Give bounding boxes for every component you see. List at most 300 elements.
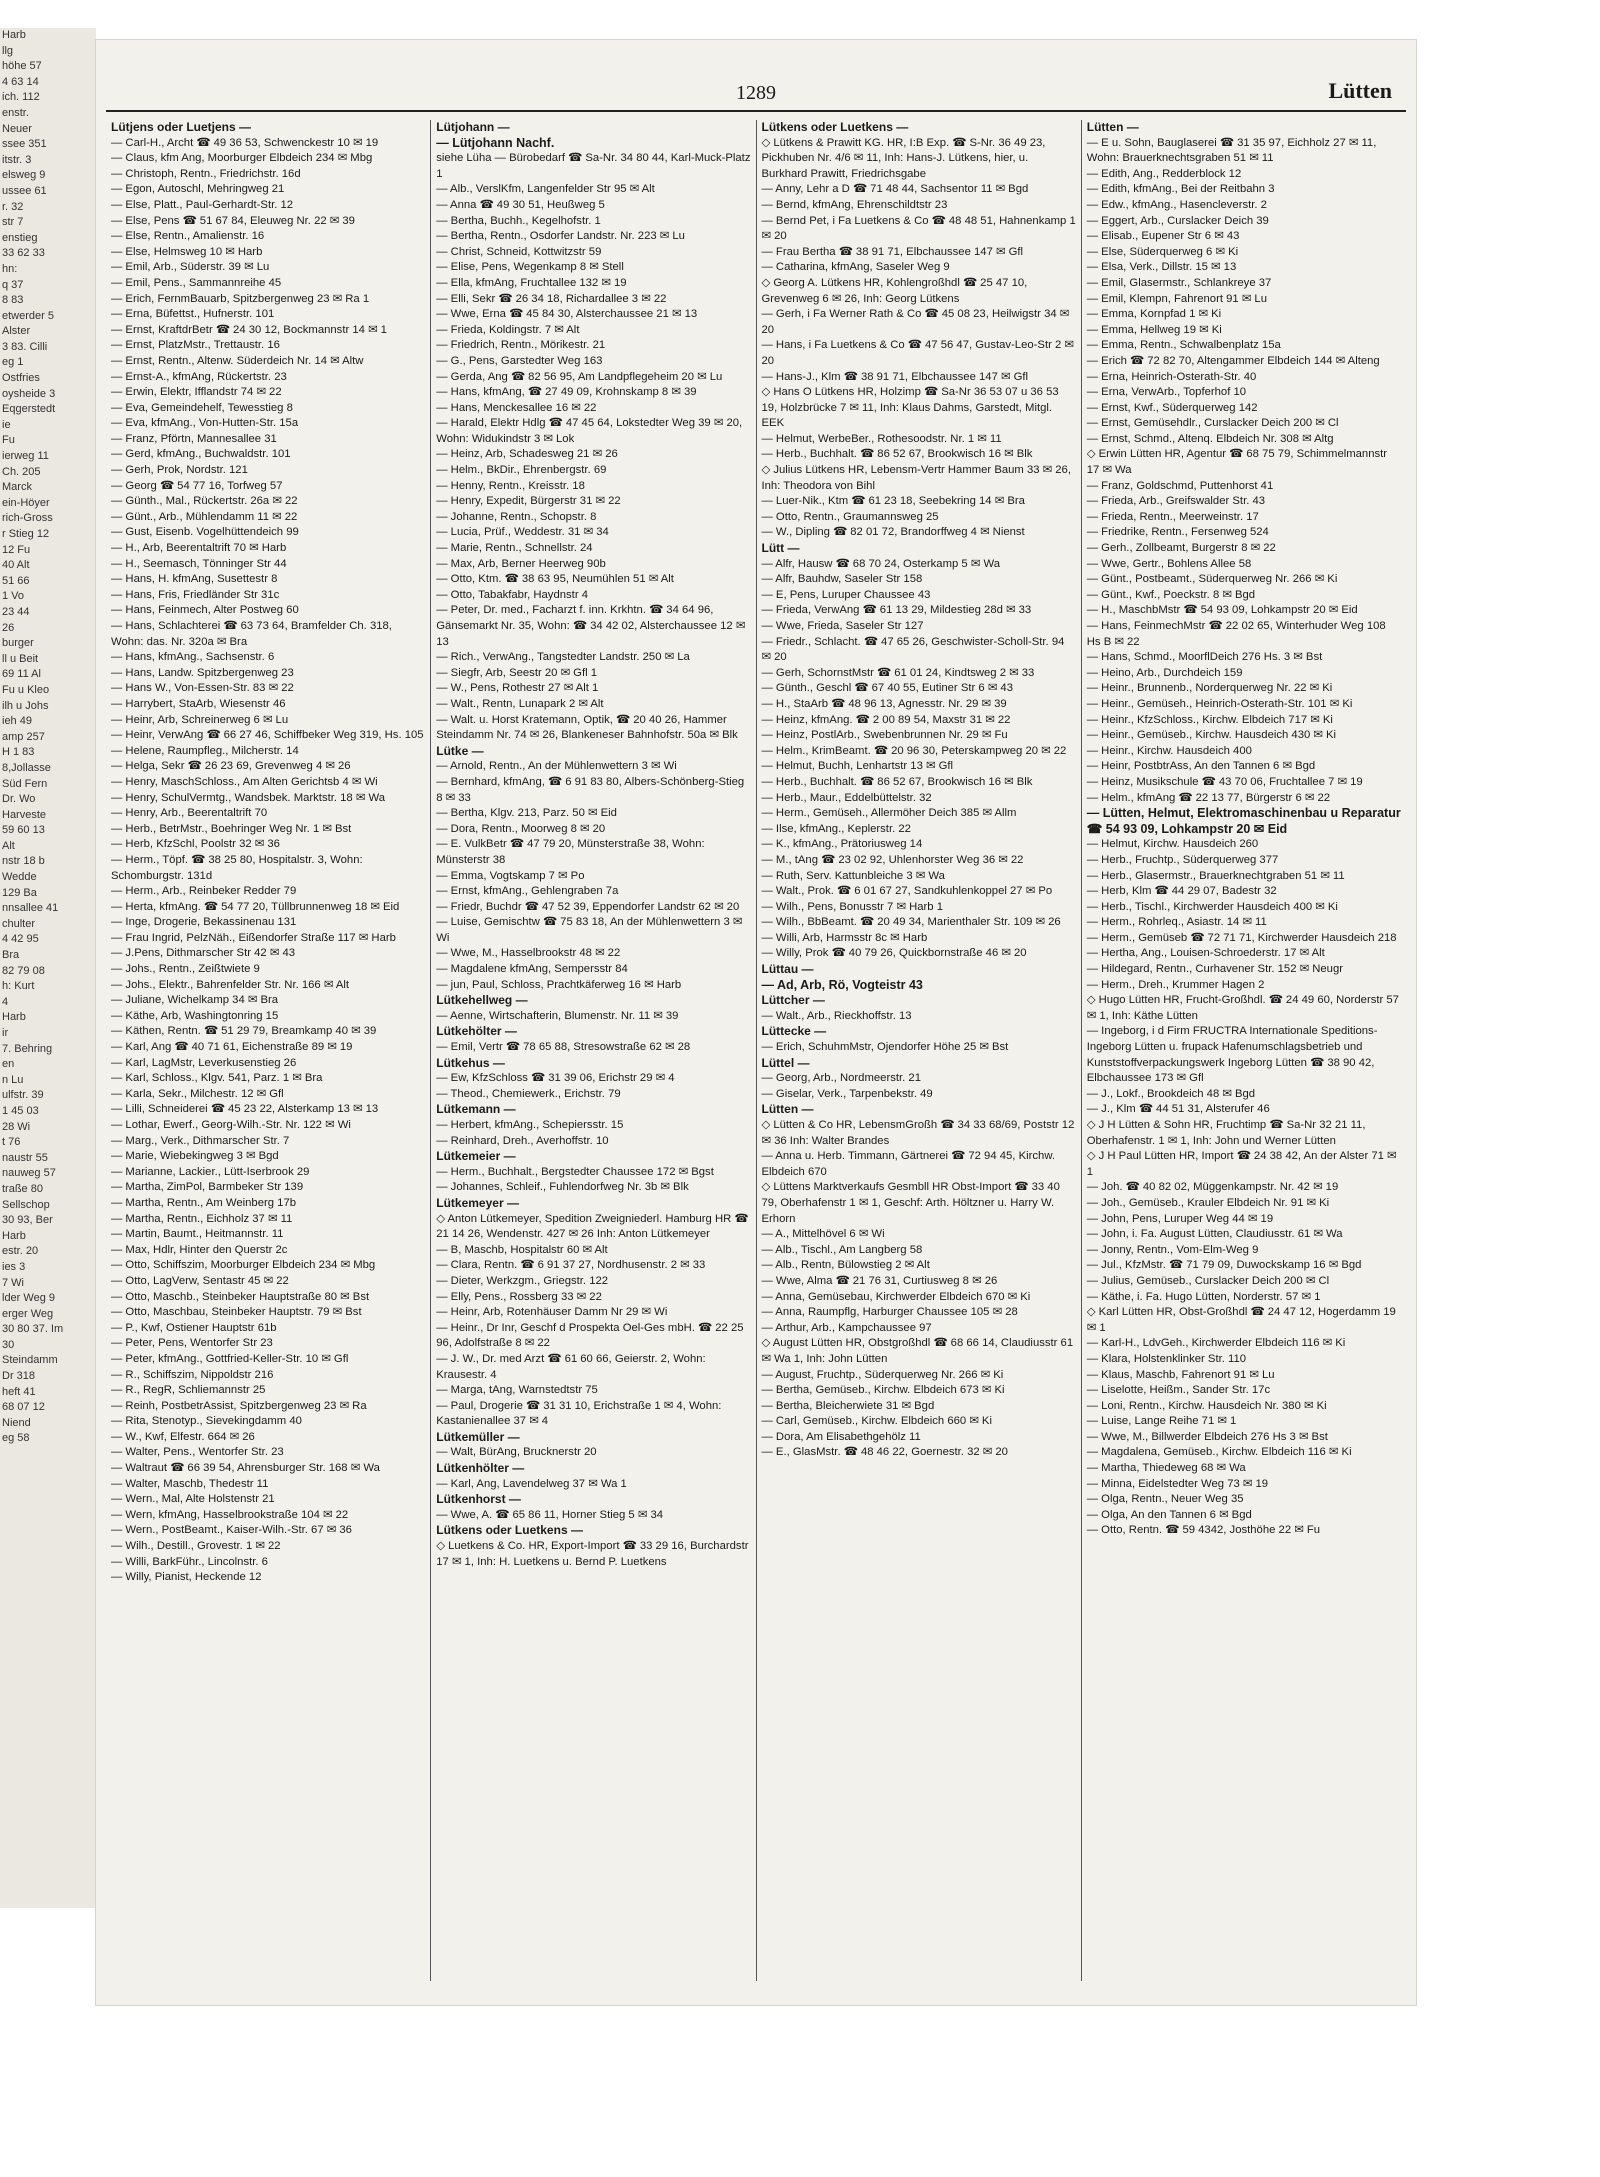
directory-entry: — Henny, Rentn., Kreisstr. 18: [436, 479, 585, 492]
directory-entry: — Hans, Menckesallee 16 ✉ 22: [436, 401, 597, 414]
directory-entry: — Martha, Rentn., Am Weinberg 17b: [111, 1196, 297, 1209]
directory-entry: Lütkemann —: [436, 1102, 516, 1117]
directory-entry: — Wern., PostBeamt., Kaiser-Wilh.-Str. 67 ✉ 36: [111, 1524, 352, 1537]
directory-entry: Lütt —: [761, 541, 800, 556]
directory-entry: — Hans, kfmAng., Sachsenstr. 6: [111, 651, 275, 664]
directory-entry: — Olga, Rentn., Neuer Weg 35: [1086, 1493, 1244, 1506]
directory-entry: — Joh., Gemüseb., Krauler Elbdeich Nr. 91 ✉ Ki: [1086, 1196, 1330, 1209]
directory-entry: — H., MaschbMstr ☎ 54 93 09, Lohkampstr 20 ✉ Eid: [1086, 604, 1358, 617]
directory-entry: — Günth., Mal., Rückertstr. 26a ✉ 22: [111, 495, 298, 508]
directory-entry: — Ad, Arb, Rö, Vogteistr 43: [761, 977, 923, 992]
directory-entry: ◇ Luetkens & Co. HR, Export-Import ☎ 33 29 16, Burchardstr 17 ✉ 1, Inh: H. Luetkens u. Bernd P. Luetkens: [436, 1540, 749, 1568]
directory-entry: Lütkenhölter —: [436, 1461, 525, 1476]
directory-entry: — Alfr, Hausw ☎ 68 70 24, Osterkamp 5 ✉ Wa: [761, 557, 1000, 570]
edge-fragment: 129 Ba: [2, 886, 37, 899]
directory-entry: — Hans, kfmAng, ☎ 27 49 09, Krohnskamp 8 ✉ 39: [436, 386, 697, 399]
directory-entry: — Harald, Elektr Hdlg ☎ 47 45 64, Lokstedter Weg 39 ✉ 20, Wohn: Widukindstr 3 ✉ Lok: [436, 417, 743, 445]
directory-entry: — Karla, Sekr., Milchestr. 12 ✉ Gfl: [111, 1087, 284, 1100]
directory-entry: — Martha, ZimPol, Barmbeker Str 139: [111, 1181, 304, 1194]
directory-entry: — Erich ☎ 72 82 70, Altengammer Elbdeich 144 ✉ Alteng: [1086, 354, 1380, 367]
directory-entry: — J., Klm ☎ 44 51 31, Alsterufer 46: [1086, 1103, 1270, 1116]
directory-entry: — Dora, Am Elisabethgehölz 11: [761, 1430, 921, 1443]
directory-entry: — Käthe, i. Fa. Hugo Lütten, Norderstr. 57 ✉ 1: [1086, 1290, 1321, 1303]
directory-entry: — Bertha, Buchh., Kegelhofstr. 1: [436, 214, 601, 227]
directory-entry: — R., RegR, Schliemannstr 25: [111, 1384, 266, 1397]
directory-entry: — Ernst, Schmd., Altenq. Elbdeich Nr. 308 ✉ Altg: [1086, 432, 1334, 445]
edge-fragment: llg: [2, 44, 14, 57]
directory-entry: — Bertha, Bleicherwiete 31 ✉ Bgd: [761, 1399, 935, 1412]
edge-fragment: chulter: [2, 917, 36, 930]
edge-fragment: ein-Höyer: [2, 496, 50, 509]
directory-entry: Lütkehus —: [436, 1055, 505, 1070]
directory-entry: — Eva, Gemeindehelf, Tewesstieg 8: [111, 401, 293, 414]
directory-entry: — Erna, Büfettst., Hufnerstr. 101: [111, 308, 275, 321]
directory-entry: — Helm., kfmAng ☎ 22 13 77, Bürgerstr 6 ✉ 22: [1086, 791, 1331, 804]
directory-entry: — Martha, Rentn., Eichholz 37 ✉ 11: [111, 1212, 293, 1225]
directory-entry: — Gust, Eisenb. Vogelhüttendeich 99: [111, 526, 299, 539]
directory-entry: — Ew, KfzSchloss ☎ 31 39 06, Erichstr 29 ✉ 4: [436, 1072, 675, 1085]
edge-fragment: heft 41: [2, 1385, 36, 1398]
edge-fragment: Harb: [2, 29, 26, 41]
directory-entry: — Erich, SchuhmMstr, Ojendorfer Höhe 25 ✉ Bst: [761, 1041, 1009, 1054]
directory-entry: — Günt., Arb., Mühlendamm 11 ✉ 22: [111, 510, 298, 523]
directory-entry: — Peter, Pens, Wentorfer Str 23: [111, 1337, 273, 1350]
directory-entry: — Herb., Fruchtp., Süderquerweg 377: [1086, 853, 1279, 866]
directory-entry: Lütten —: [1086, 120, 1139, 134]
directory-entry: — Else, Rentn., Amalienstr. 16: [111, 230, 265, 243]
directory-entry: — P., Kwf, Ostiener Hauptstr 61b: [111, 1321, 277, 1334]
directory-entry: — Helmut, WerbeBer., Rothesoodstr. Nr. 1 ✉ 11: [761, 432, 1002, 445]
directory-entry: — Friedrike, Rentn., Fersenweg 524: [1086, 526, 1269, 539]
directory-entry: ◇ Karl Lütten HR, Obst-Großhdl ☎ 24 47 12, Hogerdamm 19 ✉ 1: [1086, 1306, 1396, 1334]
column-2: [430, 120, 755, 1981]
directory-entry: — Inge, Drogerie, Bekassinenau 131: [111, 916, 297, 929]
directory-entry: — Marga, tAng, Warnstedtstr 75: [436, 1384, 598, 1397]
directory-entry: — Ruth, Serv. Kattunbleiche 3 ✉ Wa: [761, 869, 945, 882]
directory-entry: — H., Seemasch, Tönninger Str 44: [111, 557, 287, 570]
directory-entry: — Alb., Tischl., Am Langberg 58: [761, 1243, 923, 1256]
edge-fragment: ll u Beit: [2, 652, 39, 665]
directory-entry: — Frieda, Arb., Greifswalder Str. 43: [1086, 495, 1266, 508]
directory-entry: — W., Pens, Rothestr 27 ✉ Alt 1: [436, 682, 599, 695]
edge-fragment: 8 83: [2, 294, 24, 307]
directory-entry: — Lütjohann Nachf.: [436, 135, 555, 150]
directory-entry: — Käthen, Rentn. ☎ 51 29 79, Breamkamp 40 ✉ 39: [111, 1025, 377, 1038]
edge-fragment: estr. 20: [2, 1245, 39, 1258]
directory-entry: — Peter, Dr. med., Facharzt f. inn. Krkhtn. ☎ 34 64 96, Gänsemarkt Nr. 35, Wohn: ☎ 34 42 02, Alsterchaussee 12 ✉ 13: [436, 604, 746, 648]
directory-entry: — Klaus, Maschb, Fahrenort 91 ✉ Lu: [1086, 1368, 1275, 1381]
edge-fragment: nstr 18 b: [2, 855, 45, 868]
directory-entry: — Jul., KfzMstr. ☎ 71 79 09, Duwockskamp 16 ✉ Bgd: [1086, 1259, 1362, 1272]
edge-fragment: 40 Alt: [2, 559, 30, 572]
edge-fragment: Ch. 205: [2, 465, 41, 478]
edge-fragment: ich. 112: [2, 91, 40, 104]
directory-entry: — W., Kwf, Elfestr. 664 ✉ 26: [111, 1430, 255, 1443]
directory-entry: — Peter, kfmAng., Gottfried-Keller-Str. 10 ✉ Gfl: [111, 1352, 349, 1365]
directory-entry: — Walter, Pens., Wentorfer Str. 23: [111, 1446, 284, 1459]
directory-entry: — Herb., Buchhalt. ☎ 86 52 67, Brookwisch 16 ✉ Blk: [761, 448, 1033, 461]
directory-entry: — Bertha, Rentn., Osdorfer Landstr. Nr. 223 ✉ Lu: [436, 230, 685, 243]
directory-entry: — Erich, FernmBauarb, Spitzbergenweg 23 ✉ Ra 1: [111, 292, 370, 305]
directory-entry: — Reinhard, Dreh., Averhoffstr. 10: [436, 1134, 609, 1147]
directory-entry: — Catharina, kfmAng, Saseler Weg 9: [761, 261, 950, 274]
directory-entry: — Gerda, Ang ☎ 82 56 95, Am Landpflegeheim 20 ✉ Lu: [436, 370, 723, 383]
directory-entry: — Heinr, Arb, Schreinerweg 6 ✉ Lu: [111, 713, 289, 726]
running-head: Lütten: [1328, 78, 1392, 103]
edge-fragment: Steindamm: [2, 1354, 58, 1367]
edge-fragment: eg 1: [2, 356, 24, 369]
directory-entry: — Karl, LagMstr, Leverkusenstieg 26: [111, 1056, 297, 1069]
directory-entry: — Frau Bertha ☎ 38 91 71, Elbchaussee 147 ✉ Gfl: [761, 245, 1024, 258]
directory-entry: — Juliane, Wichelkamp 34 ✉ Bra: [111, 994, 279, 1007]
directory-entry: — Bernd Pet, i Fa Luetkens & Co ☎ 48 48 51, Hahnenkamp 1 ✉ 20: [761, 214, 1076, 243]
edge-fragment: 28 Wi: [2, 1120, 31, 1133]
column-4: [1081, 120, 1406, 1981]
column-1: [106, 120, 430, 1981]
edge-fragment: Harb: [2, 1011, 26, 1024]
edge-fragment: oysheide 3: [2, 387, 56, 400]
directory-entry: — Herb., Glasermstr., Brauerknechtgraben 51 ✉ 11: [1086, 869, 1345, 882]
previous-page-edge: [0, 28, 96, 1908]
directory-entry: — Egon, Autoschl, Mehringweg 21: [111, 183, 285, 196]
directory-entry: — Arthur, Arb., Kampchaussee 97: [761, 1321, 932, 1334]
edge-fragment: t 76: [2, 1136, 21, 1149]
directory-entry: — Loni, Rentn., Kirchw. Hausdeich Nr. 380 ✉ Ki: [1086, 1399, 1327, 1412]
directory-entry: — Ernst, Gemüsehdlr., Curslacker Deich 200 ✉ Cl: [1086, 417, 1339, 430]
directory-entry: — Walt, BürAng, Brucknerstr 20: [436, 1446, 597, 1459]
edge-fragment: 4 42 95: [2, 933, 39, 946]
directory-entry: — Walt., Rentn, Lunapark 2 ✉ Alt: [436, 697, 604, 710]
directory-entry: — Carl, Gemüseb., Kirchw. Elbdeich 660 ✉ Ki: [761, 1415, 992, 1428]
directory-entry: ◇ Georg A. Lütkens HR, Kohlengroßhdl ☎ 25 47 10, Grevenweg 6 ✉ 26, Inh: Georg Lütkens: [761, 276, 1028, 305]
directory-entry: — Christ, Schneid, Kottwitzstr 59: [436, 245, 602, 258]
edge-fragment: burger: [2, 637, 34, 650]
directory-entry: — John, i. Fa. August Lütten, Claudiusstr. 61 ✉ Wa: [1086, 1228, 1343, 1241]
directory-entry: — Hertha, Ang., Louisen-Schroederstr. 17 ✉ Alt: [1086, 947, 1325, 960]
directory-entry: — Ernst, Rentn., Altenw. Süderdeich Nr. 14 ✉ Altw: [111, 354, 364, 367]
directory-entry: Lütkens oder Luetkens —: [436, 1523, 583, 1538]
page-number: 1289: [736, 82, 776, 104]
directory-entry: — Emil, Klempn, Fahrenort 91 ✉ Lu: [1086, 292, 1267, 305]
directory-entry: — Bertha, Klgv. 213, Parz. 50 ✉ Eid: [436, 807, 617, 820]
edge-fragment: ie: [2, 418, 11, 431]
directory-entry: ◇ Hugo Lütten HR, Frucht-Großhdl. ☎ 24 49 60, Norderstr 57 ✉ 1, Inh: Käthe Lütten: [1086, 994, 1399, 1022]
edge-fragment: lder Weg 9: [2, 1292, 55, 1305]
edge-fragment: q 37: [2, 278, 24, 291]
directory-entry: ◇ Julius Lütkens HR, Lebensm-Vertr Hammer Baum 33 ✉ 26, Inh: Theodora von Bihl: [761, 464, 1071, 492]
header-rule: [106, 110, 1406, 112]
directory-entry: — Johs., Elektr., Bahrenfelder Str. Nr. 166 ✉ Alt: [111, 978, 350, 991]
directory-entry: — Anna, Gemüsebau, Kirchwerder Elbdeich 670 ✉ Ki: [761, 1290, 1031, 1303]
column-3: [756, 120, 1081, 1981]
directory-entry: — Wilh., BbBeamt. ☎ 20 49 34, Marienthaler Str. 109 ✉ 26: [761, 916, 1061, 929]
directory-entry: ◇ Lüttens Marktverkaufs Gesmbll HR Obst-Import ☎ 33 40 79, Oberhafenstr 1 ✉ 1, Geschf: Arth. Höltzner u. Harry W. Erhorn: [761, 1181, 1060, 1225]
directory-entry: Lüttel —: [761, 1055, 810, 1070]
edge-fragment: Harveste: [2, 808, 47, 821]
directory-entry: — Emil, Vertr ☎ 78 65 88, Stresowstraße 62 ✉ 28: [436, 1041, 691, 1054]
edge-fragment: 59 60 13: [2, 824, 45, 837]
edge-fragment: 23 44: [2, 605, 30, 618]
edge-fragment: Alt: [2, 839, 15, 852]
directory-entry: Lütkehellweg —: [436, 993, 528, 1008]
directory-entry: — Emil, Arb., Süderstr. 39 ✉ Lu: [111, 261, 270, 274]
directory-entry: — Wern., Mal, Alte Holstenstr 21: [111, 1493, 275, 1506]
directory-entry: — Alfr, Bauhdw, Saseler Str 158: [761, 573, 923, 586]
directory-entry: — Hans, Feinmech, Alter Postweg 60: [111, 604, 299, 617]
directory-entry: — Hildegard, Rentn., Curhavener Str. 152 ✉ Neugr: [1086, 963, 1343, 976]
directory-entry: — Emma, Vogtskamp 7 ✉ Po: [436, 869, 585, 882]
directory-entry: — John, Pens, Luruper Weg 44 ✉ 19: [1086, 1212, 1274, 1225]
directory-entry: — B, Maschb, Hospitalstr 60 ✉ Alt: [436, 1243, 608, 1256]
edge-fragment: H 1 83: [2, 746, 35, 759]
directory-entry: — Otto, Rentn. ☎ 59 4342, Josthöhe 22 ✉ Fu: [1086, 1524, 1321, 1537]
directory-entry: — Walt., Arb., Rieckhoffstr. 13: [761, 1009, 912, 1022]
directory-entry: ◇ Anton Lütkemeyer, Spedition Zweigniederl. Hamburg HR ☎ 21 14 26, Wendenstr. 427 ✉ 26 Inh: Anton Lütkemeyer: [436, 1212, 749, 1241]
directory-entry: — Elise, Pens, Wegenkamp 8 ✉ Stell: [436, 261, 624, 274]
directory-entry: Lütkens oder Luetkens —: [761, 120, 909, 134]
directory-entry: — Christoph, Rentn., Friedrichstr. 16d: [111, 167, 301, 180]
directory-entry: — Willi, BarkFühr., Lincolnstr. 6: [111, 1555, 268, 1568]
directory-entry: — Dora, Rentn., Moorweg 8 ✉ 20: [436, 822, 606, 835]
directory-entry: — Edw., kfmAng., Hasencleverstr. 2: [1086, 198, 1267, 211]
directory-entry: — Herm., Rohrleq., Asiastr. 14 ✉ 11: [1086, 916, 1267, 929]
edge-fragment: ierweg 11: [2, 450, 49, 463]
edge-fragment: Marck: [2, 481, 32, 494]
directory-entry: — Bernhard, kfmAng, ☎ 6 91 83 80, Albers-Schönberg-Stieg 8 ✉ 33: [436, 775, 745, 804]
edge-fragment: Ostfries: [2, 372, 40, 385]
edge-fragment: itstr. 3: [2, 153, 32, 166]
edge-fragment: nauweg 57: [2, 1167, 56, 1180]
directory-entry: Lüttecke —: [761, 1024, 827, 1039]
edge-fragment: 12 Fu: [2, 543, 31, 556]
directory-entry: — Max, Arb, Berner Heerweg 90b: [436, 557, 606, 570]
directory-entry: — Heinz, PostlArb., Swebenbrunnen Nr. 29 ✉ Fu: [761, 729, 1008, 742]
directory-entry: — Gerh., Zollbeamt, Burgerstr 8 ✉ 22: [1086, 542, 1276, 555]
directory-entry: — Erwin, Elektr, Ifflandstr 74 ✉ 22: [111, 386, 282, 399]
directory-entry: — Johanne, Rentn., Schopstr. 8: [436, 510, 597, 523]
directory-entry: — Herm., Arb., Reinbeker Redder 79: [111, 885, 297, 898]
directory-entry: — Ernst, Kwf., Süderquerweg 142: [1086, 401, 1258, 414]
directory-entry: — Elly, Pens., Rossberg 33 ✉ 22: [436, 1290, 602, 1303]
directory-entry: — W., Dipling ☎ 82 01 72, Brandorffweg 4 ✉ Nienst: [761, 526, 1025, 539]
directory-entry: — Else, Platt., Paul-Gerhardt-Str. 12: [111, 198, 294, 211]
edge-fragment: Dr. Wo: [2, 793, 36, 806]
directory-entry: — Herb, KfzSchl, Poolstr 32 ✉ 36: [111, 838, 280, 851]
directory-entry: — Heinz, Arb, Schadesweg 21 ✉ 26: [436, 448, 618, 461]
directory-entry: — Karl, Ang ☎ 40 71 61, Eichenstraße 89 ✉ 19: [111, 1041, 353, 1054]
directory-entry: — Martin, Baumt., Heitmannstr. 11: [111, 1228, 284, 1241]
directory-entry: — Dieter, Werkzgm., Griegstr. 122: [436, 1274, 609, 1287]
directory-entry: — Heinr, PostbtrAss, An den Tannen 6 ✉ Bgd: [1086, 760, 1316, 773]
directory-entry: — Herm., Gemüseh., Allermöher Deich 385 ✉ Allm: [761, 807, 1017, 820]
directory-entry: — Friedr., Schlacht. ☎ 47 65 26, Geschwister-Scholl-Str. 94 ✉ 20: [761, 635, 1065, 664]
directory-entry: — Magdalene kfmAng, Sempersstr 84: [436, 963, 628, 976]
edge-fragment: 1 45 03: [2, 1104, 39, 1117]
directory-entry: — Clara, Rentn. ☎ 6 91 37 27, Nordhusenstr. 2 ✉ 33: [436, 1259, 706, 1272]
directory-entry: Lütkemeier —: [436, 1149, 516, 1164]
directory-entry: — Günt., Postbeamt., Süderquerweg Nr. 266 ✉ Ki: [1086, 573, 1338, 586]
directory-entry: ◇ Hans O Lütkens HR, Holzimp ☎ Sa-Nr 36 53 07 u 36 53 19, Holzbrücke 7 ✉ 11, Inh: Klaus Dahms, Garstedt, Mitgl. EEK: [761, 386, 1059, 430]
directory-entry: — Rita, Stenotyp., Sievekingdamm 40: [111, 1415, 302, 1428]
directory-entry: — Olga, An den Tannen 6 ✉ Bgd: [1086, 1508, 1252, 1521]
edge-fragment: 51 66: [2, 574, 30, 587]
edge-fragment: hn:: [2, 262, 18, 275]
directory-entry: — Johannes, Schleif., Fuhlendorfweg Nr. 3b ✉ Blk: [436, 1181, 689, 1194]
directory-entry: ◇ Erwin Lütten HR, Agentur ☎ 68 75 79, Schimmelmannstr 17 ✉ Wa: [1086, 448, 1388, 477]
edge-fragment: enstr.: [2, 106, 29, 119]
directory-entry: — Jonny, Rentn., Vom-Elm-Weg 9: [1086, 1243, 1259, 1256]
directory-entry: — Emma, Hellweg 19 ✉ Ki: [1086, 323, 1222, 336]
directory-entry: — Ernst, kfmAng., Gehlengraben 7a: [436, 885, 619, 898]
directory-entry: — J., Lokf., Brookdeich 48 ✉ Bgd: [1086, 1087, 1256, 1100]
edge-fragment: rich-Gross: [2, 512, 53, 525]
directory-entry: Lütkemüller —: [436, 1429, 520, 1444]
directory-entry: — Luise, Lange Reihe 71 ✉ 1: [1086, 1415, 1237, 1428]
directory-entry: — E, Pens, Luruper Chaussee 43: [761, 588, 931, 601]
directory-entry: — Claus, kfm Ang, Moorburger Elbdeich 234 ✉ Mbg: [111, 152, 373, 165]
edge-fragment: ies 3: [2, 1260, 26, 1273]
directory-entry: — Emil, Glasermstr., Schlankreye 37: [1086, 276, 1272, 289]
directory-entry: — Arnold, Rentn., An der Mühlenwettern 3 ✉ Wi: [436, 760, 677, 773]
directory-entry: — E u. Sohn, Bauglaserei ☎ 31 35 97, Eichholz 27 ✉ 11, Wohn: Brauerknechtsgraben 51 ✉ 11: [1086, 136, 1377, 165]
directory-entry: ◇ J H Lütten & Sohn HR, Fruchtimp ☎ Sa-Nr 32 21 11, Oberhafenstr. 1 ✉ 1, Inh: John und Werner Lütten: [1086, 1119, 1366, 1147]
directory-entry: — Käthe, Arb, Washingtonring 15: [111, 1009, 279, 1022]
directory-entry: — Wwe, Gertr., Bohlens Allee 58: [1086, 557, 1252, 570]
directory-entry: — Heinr., Gemüseb., Kirchw. Hausdeich 430 ✉ Ki: [1086, 729, 1337, 742]
directory-entry: — Frieda, VerwAng ☎ 61 13 29, Mildestieg 28d ✉ 33: [761, 604, 1032, 617]
directory-entry: — Heinr., Kirchw. Hausdeich 400: [1086, 744, 1252, 757]
directory-entry: — R., Schiffszim, Nippoldstr 216: [111, 1368, 274, 1381]
directory-entry: — Willi, Arb, Harmsstr 8c ✉ Harb: [761, 931, 928, 944]
directory-entry: — Hans, FeinmechMstr ☎ 22 02 65, Winterhuder Weg 108 Hs B ✉ 22: [1086, 620, 1386, 648]
directory-entry: — Wern, kfmAng, Hasselbrookstraße 104 ✉ 22: [111, 1508, 349, 1521]
edge-fragment: Neuer: [2, 122, 32, 135]
directory-entry: — Heinr, VerwAng ☎ 66 27 46, Schiffbeker Weg 319, Hs. 105: [111, 729, 424, 742]
edge-fragment: amp 257: [2, 730, 45, 743]
directory-entry: — Alb., Rentn, Bülowstieg 2 ✉ Alt: [761, 1259, 930, 1272]
directory-entry: — H., Arb, Beerentaltrift 70 ✉ Harb: [111, 542, 287, 555]
directory-entry: — Edith, Ang., Redderblock 12: [1086, 167, 1242, 180]
directory-entry: Lüttcher —: [761, 993, 825, 1008]
directory-entry: — Ernst, KraftdrBetr ☎ 24 30 12, Bockmannstr 14 ✉ 1: [111, 323, 387, 336]
directory-entry: — Alb., VerslKfm, Langenfelder Str 95 ✉ Alt: [436, 183, 655, 196]
edge-fragment: r. 32: [2, 200, 24, 213]
edge-fragment: 30: [2, 1338, 15, 1351]
directory-entry: — Lothar, Ewerf., Georg-Wilh.-Str. Nr. 122 ✉ Wi: [111, 1119, 351, 1131]
edge-fragment: 3 83. Cilli: [2, 340, 48, 353]
directory-entry: — Lilli, Schneiderei ☎ 45 23 22, Alsterkamp 13 ✉ 13: [111, 1103, 379, 1116]
edge-fragment: ussee 61: [2, 184, 47, 197]
edge-fragment: Fu u Kleo: [2, 683, 50, 696]
directory-entry: — Herm., Gemüseb ☎ 72 71 71, Kirchwerder Hausdeich 218: [1086, 931, 1397, 944]
edge-fragment: etwerder 5: [2, 309, 54, 322]
edge-fragment: ieh 49: [2, 715, 32, 728]
directory-entry: — Hans, i Fa Luetkens & Co ☎ 47 56 47, Gustav-Leo-Str 2 ✉ 20: [761, 339, 1074, 367]
directory-entry: — Rich., VerwAng., Tangstedter Landstr. 250 ✉ La: [436, 651, 690, 664]
directory-entry: — Joh. ☎ 40 82 02, Müggenkampstr. Nr. 42 ✉ 19: [1086, 1181, 1339, 1194]
directory-entry: — Marg., Verk., Dithmarscher Str. 7: [111, 1134, 290, 1147]
edge-fragment: 82 79 08: [2, 964, 45, 977]
directory-entry: — Hans-J., Klm ☎ 38 91 71, Elbchaussee 147 ✉ Gfl: [761, 370, 1029, 383]
directory-entry: — Herbert, kfmAng., Schepiersstr. 15: [436, 1119, 624, 1131]
edge-fragment: naustr 55: [2, 1151, 48, 1164]
directory-entry: — Erna, VerwArb., Topferhof 10: [1086, 386, 1247, 399]
edge-fragment: ssee 351: [2, 138, 47, 151]
directory-entry: — Gerh, SchornstMstr ☎ 61 01 24, Kindtsweg 2 ✉ 33: [761, 666, 1035, 679]
directory-entry: — Paul, Drogerie ☎ 31 31 10, Erichstraße 1 ✉ 4, Wohn: Kastanienallee 37 ✉ 4: [436, 1399, 722, 1428]
directory-entry: — Else, Süderquerweg 6 ✉ Ki: [1086, 245, 1239, 258]
directory-entry: — Hans, Schlachterei ☎ 63 73 64, Bramfelder Ch. 318, Wohn: das. Nr. 320a ✉ Bra: [111, 620, 392, 648]
directory-entry: — Hans W., Von-Essen-Str. 83 ✉ 22: [111, 682, 294, 695]
directory-entry: — Henry, MaschSchloss., Am Alten Gerichtsb 4 ✉ Wi: [111, 775, 378, 788]
directory-entry: — Heinr., Gemüseh., Heinrich-Osterath-Str. 101 ✉ Ki: [1086, 697, 1353, 710]
directory-entry: — Herta, kfmAng. ☎ 54 77 20, Tüllbrunnenweg 18 ✉ Eid: [111, 900, 400, 913]
directory-entry: — Minna, Eidelstedter Weg 73 ✉ 19: [1086, 1477, 1269, 1490]
directory-entry: — Heinz, Musikschule ☎ 43 70 06, Fruchtallee 7 ✉ 19: [1086, 775, 1363, 788]
edge-fragment: 69 11 Al: [2, 668, 41, 681]
directory-entry: — M., tAng ☎ 23 02 92, Uhlenhorster Weg 36 ✉ 22: [761, 853, 1024, 866]
directory-entry: — Günth., Geschl ☎ 67 40 55, Eutiner Str 6 ✉ 43: [761, 682, 1013, 695]
directory-entry: — Wwe, Alma ☎ 21 76 31, Curtiusweg 8 ✉ 26: [761, 1274, 998, 1287]
directory-entry: ◇ Lütten & Co HR, LebensmGroßh ☎ 34 33 68/69, Poststr 12 ✉ 36 Inh: Walter Brandes: [761, 1119, 1075, 1147]
directory-entry: Lütkemeyer —: [436, 1195, 519, 1210]
edge-fragment: Süd Fern: [2, 777, 48, 790]
directory-entry: — Franz, Pförtn, Mannesallee 31: [111, 432, 277, 445]
directory-entry: — Edith, kfmAng., Bei der Reitbahn 3: [1086, 183, 1275, 196]
directory-entry: — Luise, Gemischtw ☎ 75 83 18, An der Mühlenwettern 3 ✉ Wi: [436, 916, 743, 944]
directory-entry: — August, Fruchtp., Süderquerweg Nr. 266 ✉ Ki: [761, 1368, 1004, 1381]
directory-entry: — Harrybert, StaArb, Wiesenstr 46: [111, 697, 286, 710]
edge-fragment: n Lu: [2, 1073, 24, 1086]
directory-entry: — Siegfr, Arb, Seestr 20 ✉ Gfl 1: [436, 666, 598, 679]
directory-entry: — Frieda, Rentn., Meerweinstr. 17: [1086, 510, 1259, 523]
directory-entry: — Heino, Arb., Durchdeich 159: [1086, 666, 1243, 679]
edge-fragment: enstieg: [2, 231, 38, 244]
directory-entry: — Anna ☎ 49 30 51, Heußweg 5: [436, 198, 605, 211]
directory-entry: — Herm., Töpf. ☎ 38 25 80, Hospitalstr. 3, Wohn: Schomburgstr. 131d: [111, 853, 363, 882]
directory-entry: — Herb., Buchhalt. ☎ 86 52 67, Brookwisch 16 ✉ Blk: [761, 775, 1033, 788]
directory-entry: — Gerd, kfmAng., Buchwaldstr. 101: [111, 448, 291, 461]
edge-fragment: en: [2, 1058, 15, 1071]
directory-entry: — Marie, Wiebekingweg 3 ✉ Bgd: [111, 1150, 279, 1163]
directory-entry: — Hans, Schmd., MoorflDeich 276 Hs. 3 ✉ Bst: [1086, 651, 1323, 664]
directory-entry: ◇ J H Paul Lütten HR, Import ☎ 24 38 42, An der Alster 71 ✉ 1: [1086, 1150, 1397, 1178]
edge-fragment: 33 62 33: [2, 247, 45, 260]
edge-fragment: 4: [2, 995, 9, 1008]
edge-fragment: Niend: [2, 1416, 31, 1429]
directory-entry: — Frieda, Koldingstr. 7 ✉ Alt: [436, 323, 580, 336]
directory-entry: — Aenne, Wirtschafterin, Blumenstr. Nr. 11 ✉ 39: [436, 1009, 679, 1022]
directory-entry: — Hans, Fris, Friedländer Str 31c: [111, 588, 280, 601]
directory-entry: — Theod., Chemiewerk., Erichstr. 79: [436, 1087, 621, 1100]
edge-fragment: 26: [2, 621, 15, 634]
directory-entry: — Eggert, Arb., Curslacker Deich 39: [1086, 214, 1269, 227]
directory-entry: — E. VulkBetr ☎ 47 79 20, Münsterstraße 38, Wohn: Münsterstr 38: [436, 838, 705, 866]
directory-entry: — Herb, Klm ☎ 44 29 07, Badestr 32: [1086, 885, 1277, 898]
edge-fragment: Sellschop: [2, 1198, 50, 1211]
directory-page: [96, 40, 1416, 2005]
directory-entry: — Walt. u. Horst Kratemann, Optik, ☎ 20 40 26, Hammer Steindamm Nr. 74 ✉ 26, Blankeneser Bahnhofstr. 50a ✉ Blk: [436, 713, 738, 742]
directory-entry: — Erna, Heinrich-Osterath-Str. 40: [1086, 370, 1257, 383]
directory-entry: — Otto, Ktm. ☎ 38 63 95, Neumühlen 51 ✉ Alt: [436, 573, 674, 586]
directory-entry: — Eva, kfmAng., Von-Hutten-Str. 15a: [111, 417, 299, 430]
directory-entry: — Julius, Gemüseb., Curslacker Deich 200 ✉ Cl: [1086, 1274, 1330, 1287]
directory-entry: — Elsa, Verk., Dillstr. 15 ✉ 13: [1086, 261, 1237, 274]
directory-entry: — Otto, Maschbau, Steinbeker Hauptstr. 79 ✉ Bst: [111, 1306, 362, 1319]
edge-fragment: Harb: [2, 1229, 26, 1242]
edge-fragment: Eqgerstedt: [2, 403, 56, 416]
directory-entry: — Gerh, i Fa Werner Rath & Co ☎ 45 08 23, Heilwigstr 34 ✉ 20: [761, 308, 1070, 336]
